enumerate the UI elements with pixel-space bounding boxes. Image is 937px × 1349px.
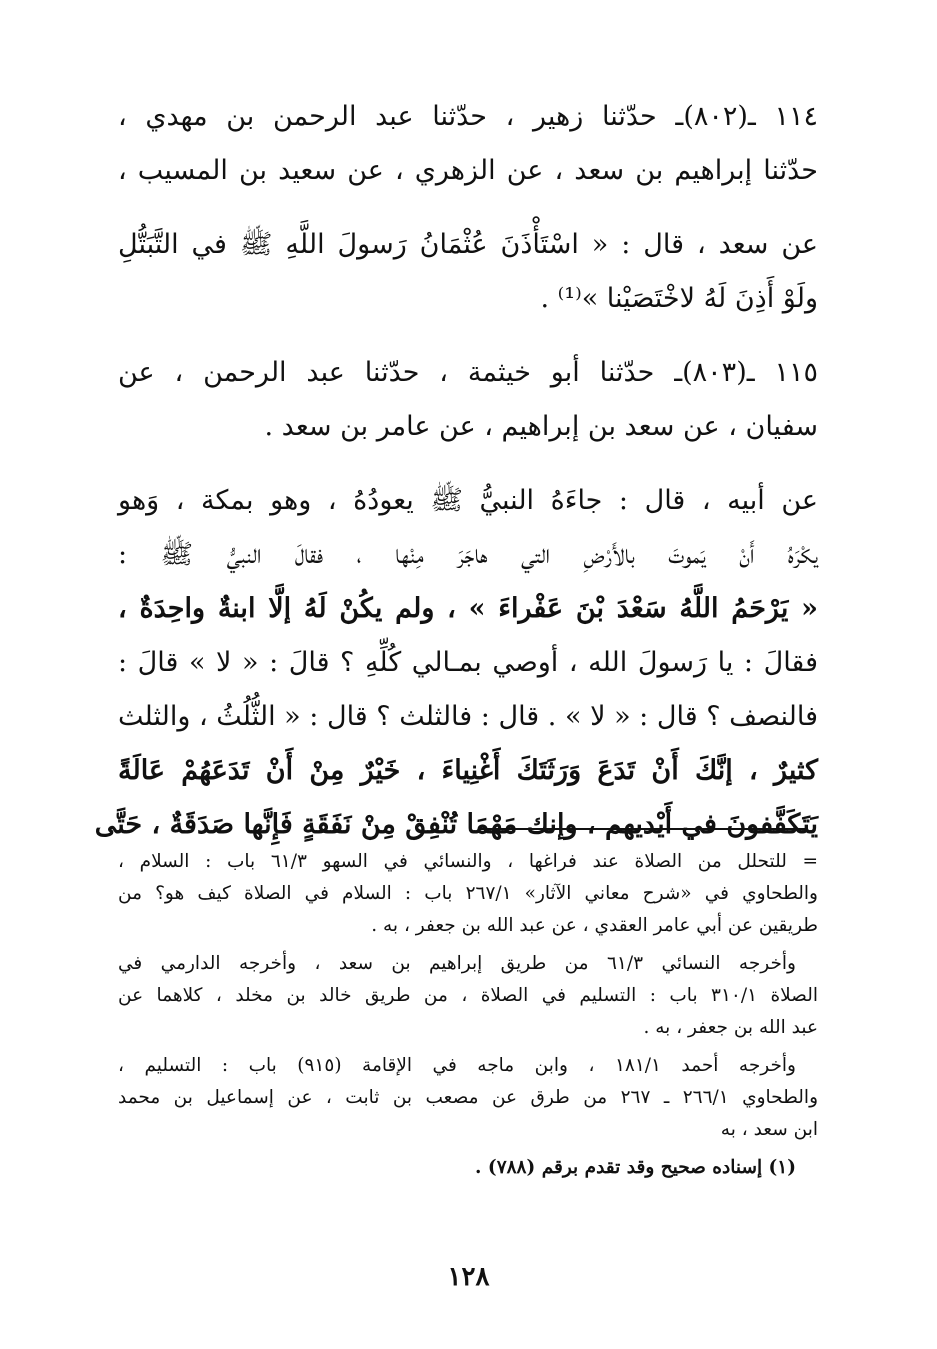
- footnote-paragraph: [118, 1050, 818, 1146]
- hadith-115-isnad: [118, 346, 818, 454]
- footnote-line: = للتحلل من الصلاة عند فراغها ، والنسائي في السهو ٦١/٣ باب : السلام ،: [118, 851, 819, 872]
- text-line: « يَرْحَمُ اللَّهُ سَعْدَ بْنَ عَفْراءَ » ، ولم يكُنْ لَهُ إلَّا ابنةٌ واحِدَةٌ ،: [118, 593, 818, 624]
- footnote-separator: [480, 828, 805, 830]
- footnote-1: [118, 1152, 818, 1184]
- hadith-115-matn: [94, 474, 818, 852]
- page-number: ١٢٨: [447, 1262, 490, 1292]
- hadith-114-matn: [118, 218, 818, 326]
- text-line: حدّثنا إبراهيم بن سعد ، عن الزهري ، عن سعيد بن المسيب ،: [118, 155, 818, 186]
- hadith-114-isnad: [118, 90, 818, 198]
- text-line: يَتَكَفَّفونَ في أَيْديهم ، وإنك مَهْمَا تُنْفِقْ مِنْ نَفَقَةٍ فَإِنَّها صَدَقَةٌ ، حَتَّى: [94, 809, 818, 840]
- text-line: عن أبيه ، قال : جاءَهُ النبيُّ ﷺ يعودُهُ ، وهو بمكة ، وَهو: [118, 485, 818, 516]
- footnote-line: (١) إسناده صحيح وقد تقدم برقم (٧٨٨) .: [475, 1157, 796, 1178]
- footnote-line: طريقين عن أبي عامر العقدي ، عن عبد الله بن جعفر ، به .: [371, 915, 818, 936]
- text-line: ١١٥ ـ(٨٠٣)ـ حدّثنا أبو خيثمة ، حدّثنا عبد الرحمن ، عن: [118, 357, 818, 388]
- footnote-line: ابن سعد ، به: [720, 1119, 818, 1140]
- text-line: فالنصف ؟ قال : « لا » . قال : فالثلث ؟ قال : « الثُّلُثُ ، والثلث: [118, 701, 818, 732]
- footnote-line: والطحاوي في «شرح معاني الآثار» ٢٦٧/١ باب : السلام في الصلاة كيف هو؟ من: [118, 883, 818, 904]
- footnote-line: وأخرجه النسائي ٦١/٣ من طريق إبراهيم بن سعد ، وأخرجه الدارمي في: [118, 953, 796, 974]
- footnote-line: الصلاة ٣١٠/١ باب : التسليم في الصلاة ، من طريق خالد بن مخلد ، كلاهما عن: [118, 985, 818, 1006]
- text-line: فقالَ : يا رَسولَ الله ، أوصي بمـالي كُلِّهِ ؟ قالَ : « لا » قالَ :: [118, 647, 818, 678]
- footnote-continued: [118, 846, 818, 942]
- text-line: سفيان ، عن سعد بن إبراهيم ، عن عامر بن سعد .: [264, 411, 818, 442]
- footnote-line: عبد الله بن جعفر ، به .: [643, 1017, 818, 1038]
- text-line: يكْرَهُ أَنْ يَموتَ بالأَرْضِ التي هاجَرَ مِنْها ، فقالَ النبيُّ ﷺ :: [118, 539, 818, 570]
- footnote-line: والطحاوي ٢٦٦/١ ـ ٢٦٧ من طرق عن مصعب بن ثابت ، عن إسماعيل بن محمد: [118, 1087, 819, 1108]
- text-line: عن سعد ، قال : « اسْتَأْذَنَ عُثْمَانُ رَسولَ اللَّهِ ﷺ في التَّبَتُّلِ: [118, 229, 818, 260]
- text-line: كثيرٌ ، إنَّكَ أَنْ تَدَعَ وَرَثَتَكَ أَغْنِياءَ ، خَيْرٌ مِنْ أَنْ تَدَعَهُمْ عَالَةً: [118, 755, 818, 786]
- footnote-paragraph: [118, 948, 818, 1044]
- text-line: ولَوْ أَذِنَ لَهُ لاخْتَصَيْنا »⁽¹⁾ .: [540, 283, 818, 314]
- footnotes: [118, 846, 818, 1190]
- main-text: [94, 90, 818, 872]
- text-line: ١١٤ ـ(٨٠٢)ـ حدّثنا زهير ، حدّثنا عبد الرحمن بن مهدي ،: [118, 101, 818, 132]
- footnote-line: وأخرجه أحمد ١٨١/١ ، وابن ماجه في الإقامة (٩١٥) باب : التسليم ،: [118, 1055, 796, 1076]
